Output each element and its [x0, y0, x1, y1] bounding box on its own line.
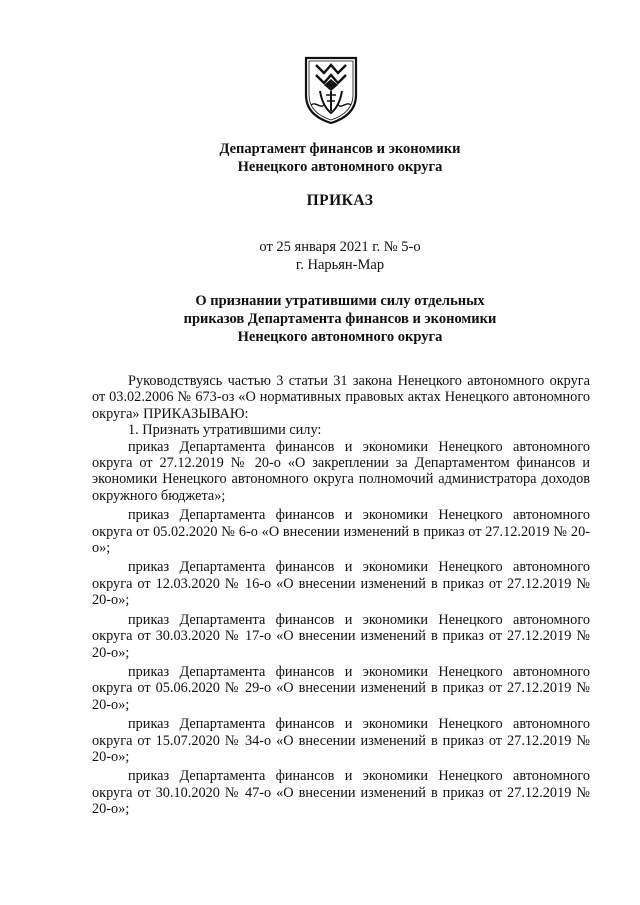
order-paragraph: приказ Департамента финансов и экономики Ненецкого автономного округа от 30.10.2020 № 47-о «О внесении изменений в приказ от 27.12.2019 № 20-о»; — [92, 768, 590, 818]
document-title: ПРИКАЗ — [306, 192, 374, 209]
order-paragraph: приказ Департамента финансов и экономики Ненецкого автономного округа от 05.02.2020 № 6-о «О внесении изменений в приказ от 27.12.2019 № 20-о»; — [92, 507, 590, 557]
coat-of-arms-icon — [302, 55, 360, 125]
intro-paragraph: Руководствуясь частью 3 статьи 31 закона Ненецкого автономного округа от 03.02.2006 № 673-оз «О нормативных правовых актах Ненецкого автономного округа» ПРИКАЗЫВАЮ: — [92, 373, 590, 422]
order-paragraph: приказ Департамента финансов и экономики Ненецкого автономного округа от 05.06.2020 № 29-о «О внесении изменений в приказ от 27.12.2019 № 20-о»; — [92, 663, 590, 713]
document-subject — [60, 292, 620, 346]
order-paragraph: приказ Департамента финансов и экономики Ненецкого автономного округа от 15.07.2020 № 34-о «О внесении изменений в приказ от 27.12.2019 № 20-о»; — [92, 716, 590, 765]
document-body — [92, 373, 590, 818]
subject-line-3: Ненецкого автономного округа — [237, 329, 443, 345]
place-line: г. Нарьян-Мар — [295, 257, 385, 273]
order-paragraph: приказ Департамента финансов и экономики Ненецкого автономного округа от 30.03.2020 № 17-о «О внесении изменений в приказ от 27.12.2019 № 20-о»; — [92, 611, 590, 661]
subject-line-1: О признании утратившими силу отдельных — [195, 293, 485, 309]
item-1-paragraph: 1. Признать утратившими силу: — [128, 422, 322, 439]
date-and-place — [60, 238, 620, 274]
organization-line-2: Ненецкого автономного округа — [237, 159, 443, 175]
date-number-line: от 25 января 2021 г. № 5-о — [259, 239, 421, 255]
order-paragraph: приказ Департамента финансов и экономики Ненецкого автономного округа от 12.03.2020 № 16-о «О внесении изменений в приказ от 27.12.2019 № 20-о»; — [92, 559, 590, 609]
subject-line-2: приказов Департамента финансов и экономики — [183, 311, 497, 327]
organization-line-1: Департамент финансов и экономики — [219, 141, 461, 157]
order-paragraph: приказ Департамента финансов и экономики Ненецкого автономного округа от 27.12.2019 № 20-о «О закреплении за Департаментом финансов и экономики Ненецкого автономного округа полномочий администратора доходов окружного бюджета»; — [92, 438, 590, 504]
organization-name — [60, 140, 620, 176]
